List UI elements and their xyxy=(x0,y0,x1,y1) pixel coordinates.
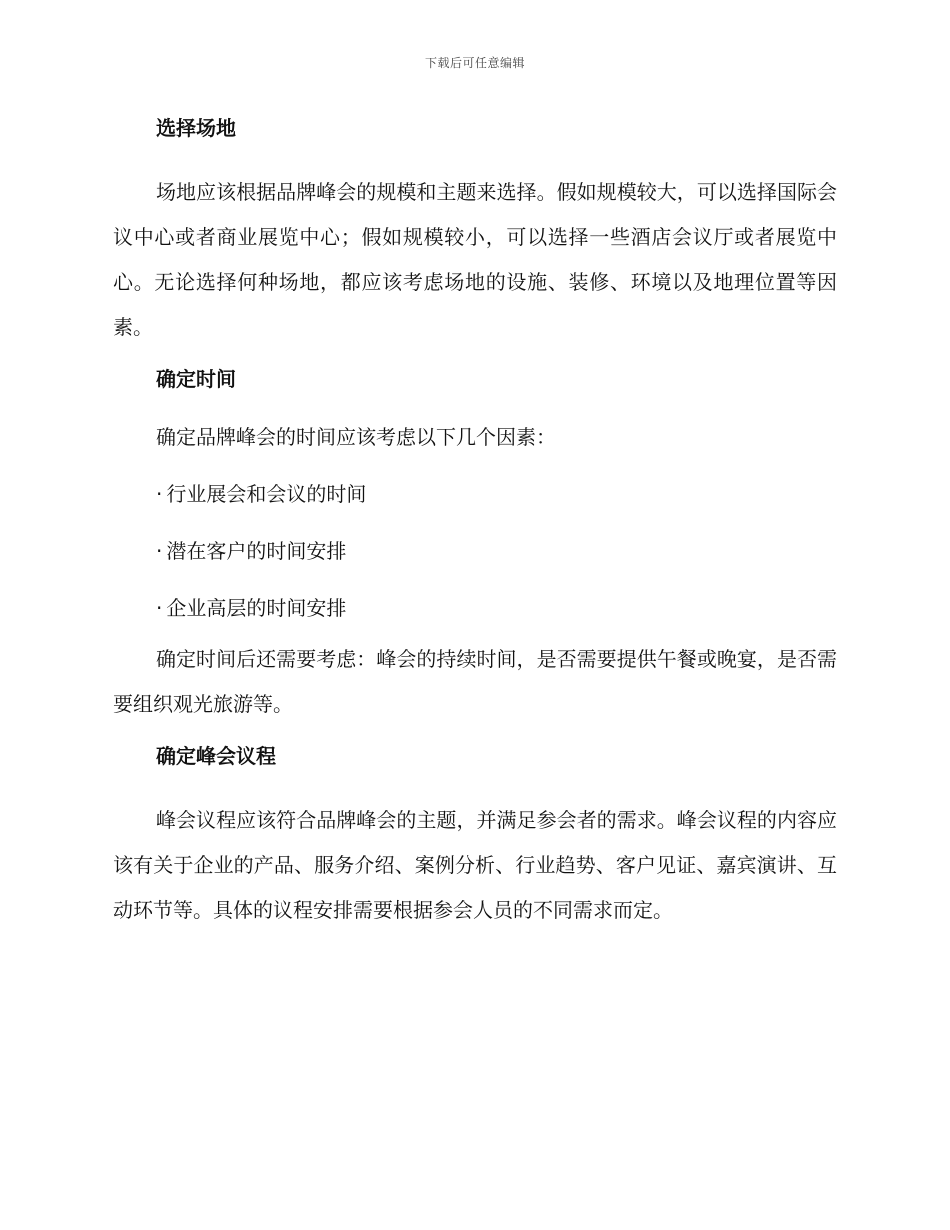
section-heading-time: 确定时间 xyxy=(156,367,236,391)
bullet-dot: · xyxy=(156,539,163,563)
page-header: 下载后可任意编辑 xyxy=(424,56,525,70)
bullet-item xyxy=(113,535,837,567)
bullet-text: 行业展会和会议的时间 xyxy=(166,482,367,506)
bullet-item xyxy=(113,478,837,510)
bullet-text: 企业高层的时间安排 xyxy=(166,596,347,620)
bullet-text: 潜在客户的时间安排 xyxy=(166,539,347,563)
section-heading-venue: 选择场地 xyxy=(156,116,236,140)
bullet-dot: · xyxy=(156,596,163,620)
time-intro: 确定品牌峰会的时间应该考虑以下几个因素： xyxy=(156,425,556,449)
agenda-paragraph: 峰会议程应该符合品牌峰会的主题，并满足参会者的需求。峰会议程的内容应该有关于企业的产品、服务介绍、案例分析、行业趋势、客户见证、嘉宾演讲、互动环节等。具体的议程安排需要根据参会人员的不同需求而定。 xyxy=(113,808,837,922)
bullet-dot: · xyxy=(156,482,163,506)
bullet-item xyxy=(113,592,837,624)
document-body xyxy=(113,112,837,946)
section-heading-agenda: 确定峰会议程 xyxy=(156,744,276,768)
time-closing-paragraph: 确定时间后还需要考虑：峰会的持续时间，是否需要提供午餐或晚宴，是否需要组织观光旅游等。 xyxy=(113,647,837,716)
venue-paragraph: 场地应该根据品牌峰会的规模和主题来选择。假如规模较大，可以选择国际会议中心或者商业展览中心；假如规模较小，可以选择一些酒店会议厅或者展览中心。无论选择何种场地，都应该考虑场地的设施、装修、环境以及地理位置等因素。 xyxy=(113,180,837,339)
